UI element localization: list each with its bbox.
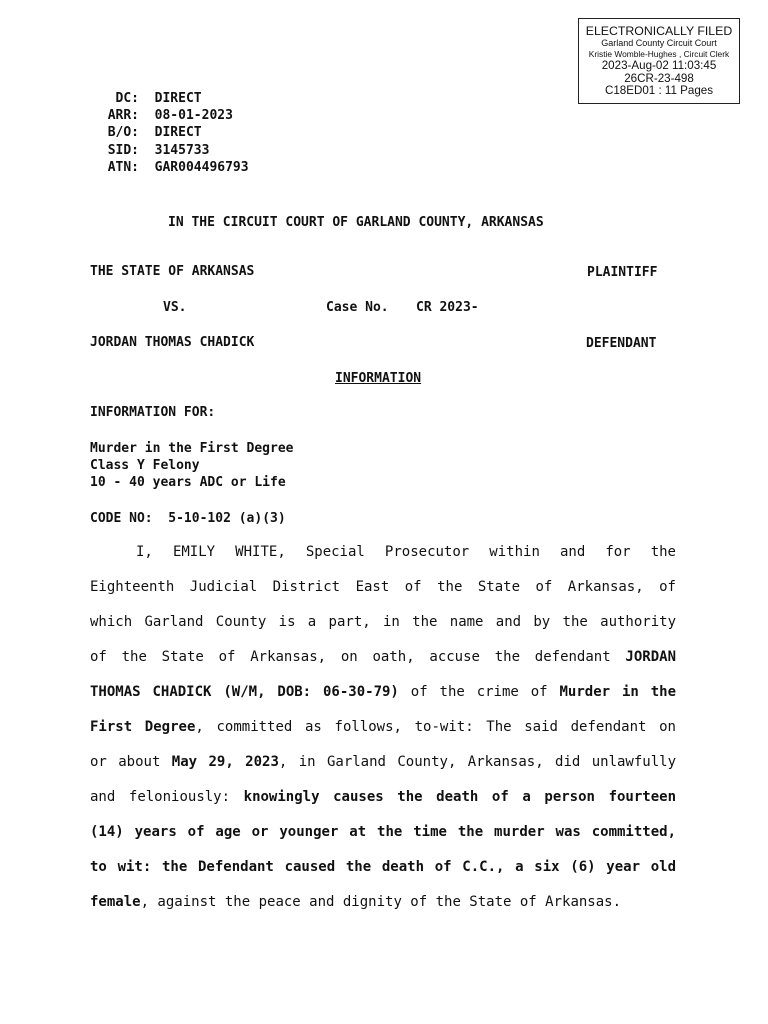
header-value: DIRECT xyxy=(154,91,202,106)
information-for-heading: INFORMATION FOR: xyxy=(90,405,216,420)
charge-name: Murder in the First Degree xyxy=(90,441,294,456)
offense-description: knowingly causes the death of a person fourteen xyxy=(243,789,676,805)
body-line-7 xyxy=(90,754,676,776)
body-line-11 xyxy=(90,894,676,916)
body-line-1: I, EMILY WHITE, Special Prosecutor within and for the xyxy=(136,544,676,560)
body-line-3: which Garland County is a part, in the name and by the authority xyxy=(90,614,676,630)
defendant-name-inline: JORDAN xyxy=(625,649,676,665)
stamp-case-number: 26CR-23-498 xyxy=(624,71,694,85)
document-title: INFORMATION xyxy=(335,371,422,386)
header-row-atn xyxy=(88,160,249,178)
court-title: IN THE CIRCUIT COURT OF GARLAND COUNTY, ARKANSAS xyxy=(168,215,544,230)
body-text: of the crime of xyxy=(398,684,560,700)
body-text: or about xyxy=(90,754,172,770)
defendant-identifier: THOMAS CHADICK (W/M, DOB: 06-30-79) xyxy=(90,684,399,700)
stamp-title: ELECTRONICALLY FILED xyxy=(585,24,733,38)
stamp-court: Garland County Circuit Court xyxy=(601,38,717,48)
stamp-datetime: 2023-Aug-02 11:03:45 xyxy=(601,59,717,72)
crime-name-inline: First Degree xyxy=(90,719,196,735)
header-value: DIRECT xyxy=(154,125,202,140)
code-number xyxy=(90,510,286,528)
stamp-clerk: Kristie Womble-Hughes , Circuit Clerk xyxy=(588,49,730,59)
plaintiff-name: THE STATE OF ARKANSAS xyxy=(90,264,255,279)
offense-date: May 29, 2023 xyxy=(171,754,279,770)
header-value: 3145733 xyxy=(154,143,210,158)
defendant-name: JORDAN THOMAS CHADICK xyxy=(90,335,255,350)
header-label: DC: xyxy=(115,91,139,106)
code-value: 5-10-102 (a)(3) xyxy=(168,511,286,526)
plaintiff-label: PLAINTIFF xyxy=(587,265,658,280)
crime-name-inline: Murder in the xyxy=(559,684,677,700)
body-line-6 xyxy=(90,719,676,741)
defendant-label: DEFENDANT xyxy=(586,336,657,351)
body-line-2: Eighteenth Judicial District East of the State of Arkansas, of xyxy=(90,579,676,595)
header-row-sid xyxy=(88,143,209,161)
header-label: SID: xyxy=(107,143,139,158)
body-line-9: (14) years of age or younger at the time the murder was committed, xyxy=(90,824,676,840)
header-label: B/O: xyxy=(107,125,139,140)
header-value: 08-01-2023 xyxy=(154,108,233,123)
body-line-10: to wit: the Defendant caused the death of C.C., a six (6) year old xyxy=(90,859,676,875)
case-number-label: Case No. xyxy=(326,300,389,315)
body-text: of the State of Arkansas, on oath, accuse the defendant xyxy=(90,649,626,665)
offense-description: female xyxy=(90,894,141,910)
header-row-arr xyxy=(88,108,233,126)
case-number-value: CR 2023- xyxy=(416,300,479,315)
header-label: ARR: xyxy=(107,108,139,123)
body-text: and feloniously: xyxy=(90,789,244,805)
versus-label: VS. xyxy=(163,300,187,315)
body-line-4 xyxy=(90,649,676,671)
charge-class: Class Y Felony xyxy=(90,458,200,473)
header-value: GAR004496793 xyxy=(154,160,249,175)
body-line-5 xyxy=(90,684,676,706)
charge-sentence: 10 - 40 years ADC or Life xyxy=(90,475,286,490)
e-filing-stamp xyxy=(578,18,740,104)
code-label: CODE NO: xyxy=(90,511,153,526)
header-row-dc xyxy=(88,91,202,109)
body-text: , against the peace and dignity of the State of Arkansas. xyxy=(140,894,622,910)
body-text: , in Garland County, Arkansas, did unlawfully xyxy=(278,754,676,770)
body-text: , committed as follows, to-wit: The said defendant on xyxy=(195,719,676,735)
body-line-8 xyxy=(90,789,676,811)
stamp-pages: C18ED01 : 11 Pages xyxy=(604,84,714,97)
header-row-bo xyxy=(88,125,202,143)
header-label: ATN: xyxy=(107,160,139,175)
